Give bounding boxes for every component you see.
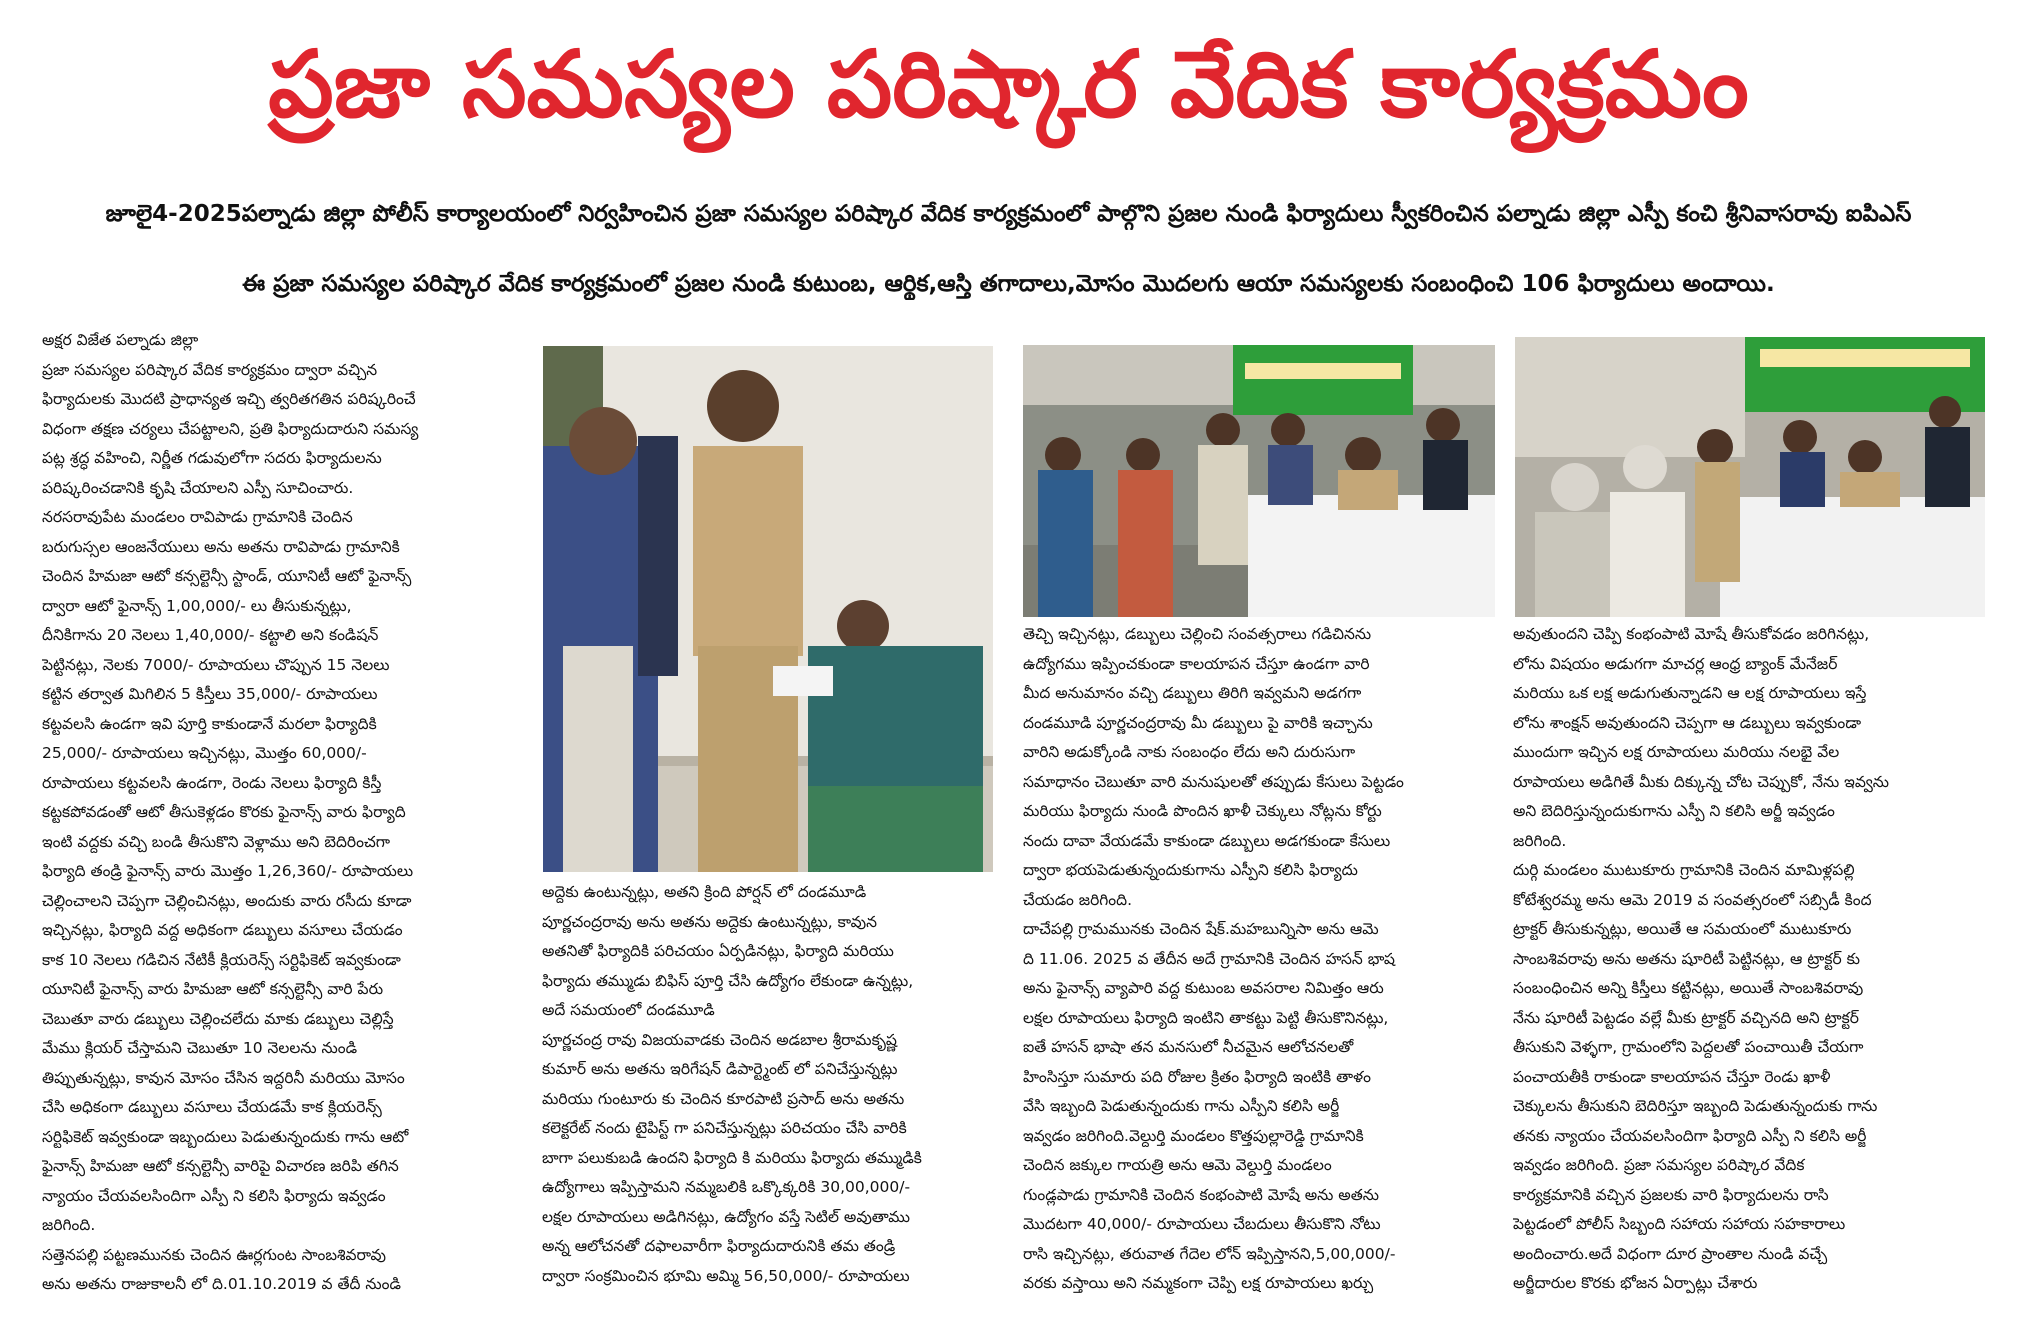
article-line: ఇవ్వడం జరిగింది. ప్రజా సమస్యల పరిష్కార వేదిక xyxy=(1513,1156,1805,1174)
article-line: దుర్గి మండలం ముటుకూరు గ్రామానికి చెందిన మామిళ్లపల్లి xyxy=(1513,861,1855,879)
article-line: నేను షూరిటీ పెట్టడం వల్లే మీకు ట్రాక్టర్ వచ్చినది అని ట్రాక్టర్ xyxy=(1513,1008,1859,1027)
article-line: వేసి ఇబ్బంది పెడుతున్నందుకు గాను ఎస్పీని కలిసి అర్జీ xyxy=(1023,1097,1340,1115)
article-line: మరియు ఒక లక్ష అడుగుతున్నాడని ఆ లక్ష రూపాయలు ఇస్తే xyxy=(1513,684,1867,702)
article-line: అక్షర విజేత పల్నాడు జిల్లా xyxy=(42,331,199,349)
article-line: ఇచ్చినట్లు, ఫిర్యాది వద్ద అధికంగా డబ్బులు వసూలు చేయడం xyxy=(42,921,403,939)
article-line: లోను శాంక్షన్ అవుతుందని చెప్పగా ఆ డబ్బులు ఇవ్వకుండా xyxy=(1513,713,1862,732)
article-line: పూర్ణచంద్రరావు అను అతను అద్దెకు ఉంటున్నట్లు, కావున xyxy=(542,912,877,931)
article-line: కలెక్టరేట్ నందు టైపిస్ట్ గా పనిచేస్తున్నట్లు పరిచయం చేసి వారికి xyxy=(542,1119,907,1137)
article-column-4 xyxy=(1513,620,1981,1320)
article-line: సర్టిఫికెట్ ఇవ్వకుండా ఇబ్బందులు పెడుతున్నందుకు గాను ఆటో xyxy=(42,1127,409,1146)
article-line: గుండ్లపాడు గ్రామానికి చెందిన కంభంపాటి మోషే అను అతను xyxy=(1023,1185,1380,1204)
article-column-3 xyxy=(1023,620,1491,1320)
article-line: పెట్టినట్లు, నెలకు 7000/- రూపాయలు చొప్పున 15 నెలలు xyxy=(42,655,390,674)
article-line: అందించారు.అదే విధంగా దూర ప్రాంతాల నుండి వచ్చే xyxy=(1513,1244,1828,1263)
article-line: నందు దావా వేయడమే కాకుండా డబ్బులు అడగకుండా కేసులు xyxy=(1023,831,1391,850)
article-line: న్యాయం చేయవలసిందిగా ఎస్పీ ని కలిసి ఫిర్యాదు ఇవ్వడం xyxy=(42,1186,386,1205)
article-line: ముందుగా ఇచ్చిన లక్ష రూపాయలు మరియు నలభై వేల xyxy=(1513,743,1840,761)
photo-grievance-meeting xyxy=(1023,345,1495,617)
article-line: ఇంటి వద్దకు వచ్చి బండి తీసుకొని వెళ్లాము అని బెదిరించగా xyxy=(42,832,391,851)
article-line: కాక 10 నెలలు గడిచిన నేటికీ క్లియరెన్స్ సర్టిఫికెట్ ఇవ్వకుండా xyxy=(42,950,401,969)
article-line: 25,000/- రూపాయలు ఇచ్చినట్లు, మొత్తం 60,000/- xyxy=(42,744,367,762)
article-line: దీనికిగాను 20 నెలలు 1,40,000/- కట్టాలి అని కండిషన్ xyxy=(42,626,379,644)
photo-sp-receiving-petition xyxy=(543,346,993,872)
article-line: మరియు ఫిర్యాదు నుండి పొందిన ఖాళీ చెక్కులు నోట్లను కోర్టు xyxy=(1023,802,1382,820)
article-line: విధంగా తక్షణ చర్యలు చేపట్టాలని, ప్రతి ఫిర్యాదుదారుని సమస్య xyxy=(42,419,419,438)
article-line: ఫైనాన్స్ హిమజా ఆటో కన్సల్టెన్సీ వారిపై విచారణ జరిపి తగిన xyxy=(42,1157,399,1175)
article-line: చెల్లించాలని చెప్పగా చెల్లించినట్లు, అందుకు వారు రసీదు కూడా xyxy=(42,891,412,910)
article-line: పూర్ణచంద్ర రావు విజయవాడకు చెందిన అడబాల శ్రీరామకృష్ణ xyxy=(542,1030,897,1049)
article-line: కోటేశ్వరమ్మ అను ఆమె 2019 వ సంవత్సరంలో సబ్సిడీ కింద xyxy=(1513,890,1872,909)
article-line: అను ఫైనాన్స్ వ్యాపారి వద్ద కుటుంబ అవసరాల నిమిత్తం ఆరు xyxy=(1023,979,1384,997)
article-line: సంబంధించిన అన్ని కిస్తీలు కట్టినట్లు, అయితే సాంబశివరావు xyxy=(1513,979,1864,997)
article-line: ఉద్యోగము ఇప్పించకుండా కాలయాపన చేస్తూ ఉండగా వారి xyxy=(1023,654,1370,673)
article-column-2 xyxy=(542,878,1002,1318)
article-line: అర్జీదారుల కొరకు భోజన ఏర్పాట్లు చేశారు xyxy=(1513,1274,1758,1292)
article-line: రూపాయలు కట్టవలసి ఉండగా, రెండు నెలలు ఫిర్యాది కిస్తీ xyxy=(42,773,382,792)
article-line: నరసరావుపేట మండలం రావిపాడు గ్రామానికి చెందిన xyxy=(42,508,353,526)
article-line: యూనిటీ ఫైనాన్స్ వారు హిమజా ఆటో కన్సల్టెన్సీ వారి పేరు xyxy=(42,980,384,998)
article-line: మొదటగా 40,000/- రూపాయలు చేబదులు తీసుకొని నోటు xyxy=(1023,1215,1381,1233)
article-line: మీద అనుమానం వచ్చి డబ్బులు తిరిగి ఇవ్వమని అడగగా xyxy=(1023,684,1362,702)
article-line: జరిగింది. xyxy=(42,1216,96,1234)
article-line: ద్వారా భయపెడుతున్నందుకుగాను ఎస్పీని కలిసి ఫిర్యాదు xyxy=(1023,861,1358,879)
article-line: దాచేపల్లి గ్రామమునకు చెందిన షేక్.మహబున్నిసా అను ఆమె xyxy=(1023,920,1379,938)
article-line: ఫిర్యాదు తమ్ముడు బిఫిస్ పూర్తి చేసి ఉద్యోగం లేకుండా ఉన్నట్లు, xyxy=(542,971,914,990)
article-line: మరియు గుంటూరు కు చెందిన కూరపాటి ప్రసాద్ అను అతను xyxy=(542,1089,905,1108)
article-line: బరుగుస్సల ఆంజనేయులు అను అతను రావిపాడు గ్రామానికి xyxy=(42,537,400,556)
article-line: అదే సమయంలో దండమూడి xyxy=(542,1001,715,1019)
article-line: ఫిర్యాదులకు మొదటి ప్రాధాన్యత ఇచ్చి త్వరితగతిన పరిష్కరించే xyxy=(42,390,416,408)
article-line: అద్దెకు ఉంటున్నట్లు, అతని క్రింది పోర్షన్ లో దండమూడి xyxy=(542,883,867,901)
article-line: లోను విషయం అడుగగా మాచర్ల ఆంధ్ర బ్యాంక్ మేనేజర్ xyxy=(1513,654,1838,673)
article-line: సత్తెనపల్లి పట్టణమునకు చెందిన ఊర్లగుంట సాంబశివరావు xyxy=(42,1245,387,1264)
article-line: హింసిస్తూ సుమారు పది రోజుల క్రితం ఫిర్యాది ఇంటికి తాళం xyxy=(1023,1067,1372,1086)
subheading-2: ఈ ప్రజా సమస్యల పరిష్కార వేదిక కార్యక్రమంలో ప్రజల నుండి కుటుంబ, ఆర్థిక,ఆస్తి తగాదాలు,మోసం మొదలగు ఆయా సమస్యలకు సంబంధించి 106 ఫిర్యాదులు అందాయి. xyxy=(242,271,1775,297)
article-line: అను అతను రాజుకాలనీ లో ది.01.10.2019 వ తేదీ నుండి xyxy=(42,1275,401,1293)
subheading-1: జూలై4-2025పల్నాడు జిల్లా పోలీస్ కార్యాలయంలో నిర్వహించిన ప్రజా సమస్యల పరిష్కార వేదిక కార్యక్రమంలో పాల్గొని ప్రజల నుండి ఫిర్యాదులు స్వీకరించిన పల్నాడు జిల్లా ఎస్పీ కంచి శ్రీనివాసరావు ఐపిఎస్ xyxy=(105,201,1912,227)
article-line: సమాధానం చెబుతూ వారి మనుషులతో తప్పుడు కేసులు పెట్టడం xyxy=(1023,772,1404,791)
article-line: తిప్పుతున్నట్లు, కావున మోసం చేసిన ఇద్దరినీ మరియు మోసం xyxy=(42,1068,405,1087)
article-line: ఉద్యోగాలు ఇప్పిస్తామని నమ్మబలికి ఒక్కొక్కరికి 30,00,000/- xyxy=(542,1178,911,1196)
article-column-1 xyxy=(42,326,512,1316)
article-line: కార్యక్రమానికి వచ్చిన ప్రజలకు వారి ఫిర్యాదులను రాసి xyxy=(1513,1185,1829,1204)
article-line: లక్షల రూపాయలు ఫిర్యాది ఇంటిని తాకట్టు పెట్టి తీసుకొనినట్లు, xyxy=(1023,1008,1389,1027)
article-line: దండమూడి పూర్ణచంద్రరావు మీ డబ్బులు పై వారికి ఇచ్చాను xyxy=(1023,713,1373,732)
article-line: అతనితో ఫిర్యాదికి పరిచయం ఏర్పడినట్లు, ఫిర్యాది మరియు xyxy=(542,942,894,960)
article-line: ఫిర్యాది తండ్రి ఫైనాన్స్ వారు మొత్తం 1,26,360/- రూపాయలు xyxy=(42,862,414,880)
article-line: ది 11.06. 2025 వ తేదీన అదే గ్రామానికి చెందిన హసన్ భాష xyxy=(1023,949,1395,968)
article-line: తీసుకుని వెళ్ళగా, గ్రామంలోని పెద్దలతో పంచాయితీ చేయగా xyxy=(1513,1038,1864,1056)
article-line: ఐతే హసన్ భాషా తన మనసులో నీచమైన ఆలోచనలతో xyxy=(1023,1038,1354,1056)
article-line: చెందిన హిమజా ఆటో కన్సల్టెన్సీ స్టాండ్, యూనిటీ ఆటో ఫైనాన్స్ xyxy=(42,567,412,585)
article-line: చెందిన జక్కుల గాయత్రి అను ఆమె వెల్దుర్తి మండలం xyxy=(1023,1156,1332,1174)
article-line: లక్షల రూపాయలు అడిగినట్లు, ఉద్యోగం వస్తే సెటిల్ అవుతాము xyxy=(542,1207,911,1226)
photo-sp-with-elders xyxy=(1515,337,1985,617)
article-line: కుమార్ అను అతను ఇరిగేషన్ డిపార్ట్మెంట్ లో పనిచేస్తున్నట్లు xyxy=(542,1060,898,1078)
article-line: కట్టిన తర్వాత మిగిలిన 5 కిస్తీలు 35,000/- రూపాయలు xyxy=(42,685,378,703)
article-line: ద్వారా సంక్రమించిన భూమి అమ్మి 56,50,000/- రూపాయలు xyxy=(542,1266,910,1285)
article-line: సాంబశివరావు అను అతను షూరిటీ పెట్టినట్లు, ఆ ట్రాక్టర్ కు xyxy=(1513,949,1861,968)
article-line: పరిష్కరించడానికి కృషి చేయాలని ఎస్పీ సూచించారు. xyxy=(42,478,354,497)
article-line: బాగా పలుకుబడి ఉందని ఫిర్యాది కి మరియు ఫిర్యాదు తమ్ముడికి xyxy=(542,1148,922,1167)
article-line: మేము క్లియర్ చేస్తామని చెబుతూ 10 నెలలను నుండి xyxy=(42,1039,358,1057)
article-line: జరిగింది. xyxy=(1513,831,1567,850)
article-line: చెబుతూ వారు డబ్బులు చెల్లించలేదు మాకు డబ్బులు చెల్లిస్తే xyxy=(42,1009,394,1028)
article-line: తెచ్చి ఇచ్చినట్లు, డబ్బులు చెల్లించి సంవత్సరాలు గడిచినను xyxy=(1023,625,1372,643)
article-line: రాసి ఇచ్చినట్లు, తరువాత గేదెల లోన్ ఇప్పిస్తానని,5,00,000/- xyxy=(1023,1244,1396,1263)
article-line: అన్న ఆలోచనతో దఫాలవారీగా ఫిర్యాదుదారునికి తమ తండ్రి xyxy=(542,1237,896,1255)
article-line: పట్ల శ్రద్ధ వహించి, నిర్ణీత గడువులోగా సదరు ఫిర్యాదులను xyxy=(42,449,382,467)
article-line: ఇవ్వడం జరిగింది.వెల్దుర్తి మండలం కొత్తపుల్లారెడ్డి గ్రామానికి xyxy=(1023,1126,1364,1145)
article-line: కట్టకపోవడంతో ఆటో తీసుకెళ్లడం కొరకు ఫైనాన్స్ వారు ఫిర్యాది xyxy=(42,803,406,821)
article-line: ప్రజా సమస్యల పరిష్కార వేదిక కార్యక్రమం ద్వారా వచ్చిన xyxy=(42,360,378,379)
headline: ప్రజా సమస్యల పరిష్కార వేదిక కార్యక్రమం xyxy=(268,31,1749,138)
article-line: అని బెదిరిస్తున్నందుకుగాను ఎస్పీ ని కలిసి అర్జీ ఇవ్వడం xyxy=(1513,802,1835,820)
article-line: అవుతుందని చెప్పి కంభంపాటి మోషే తీసుకోవడం జరిగినట్లు, xyxy=(1513,625,1870,643)
article-line: రూపాయలు అడిగితే మీకు దిక్కున్న చోట చెప్పుకో, నేను ఇవ్వను xyxy=(1513,772,1890,791)
article-line: ట్రాక్టర్ తీసుకున్నట్లు, అయితే ఆ సమయంలో ముటుకూరు xyxy=(1513,920,1852,938)
article-line: వరకు వస్తాయి అని నమ్మకంగా చెప్పి లక్ష రూపాయలు ఖర్చు xyxy=(1023,1274,1374,1292)
article-line: పెట్టడంలో పోలీస్ సిబ్బంది సహాయ సహాయ సహకారాలు xyxy=(1513,1215,1846,1233)
article-line: వారిని అడుక్కోండి నాకు సంబంధం లేదు అని దురుసుగా xyxy=(1023,743,1356,761)
article-line: చేసి అధికంగా డబ్బులు వసూలు చేయడమే కాక క్లియరెన్స్ xyxy=(42,1098,382,1116)
article-line: చేయడం జరిగింది. xyxy=(1023,890,1133,909)
article-line: పంచాయతీకి రాకుండా కాలయాపన చేస్తూ రెండు ఖాళీ xyxy=(1513,1067,1831,1086)
article-line: ద్వారా ఆటో ఫైనాన్స్ 1,00,000/- లు తీసుకున్నట్లు, xyxy=(42,596,352,615)
article-line: తనకు న్యాయం చేయవలసిందిగా ఫిర్యాది ఎస్పీ ని కలిసి అర్జీ xyxy=(1513,1126,1867,1145)
article-line: చెక్కులను తీసుకుని బెదిరిస్తూ ఇబ్బంది పెడుతున్నందుకు గాను xyxy=(1513,1097,1878,1115)
article-line: కట్టవలసి ఉండగా ఇవి పూర్తి కాకుండానే మరలా ఫిర్యాదికి xyxy=(42,714,377,733)
